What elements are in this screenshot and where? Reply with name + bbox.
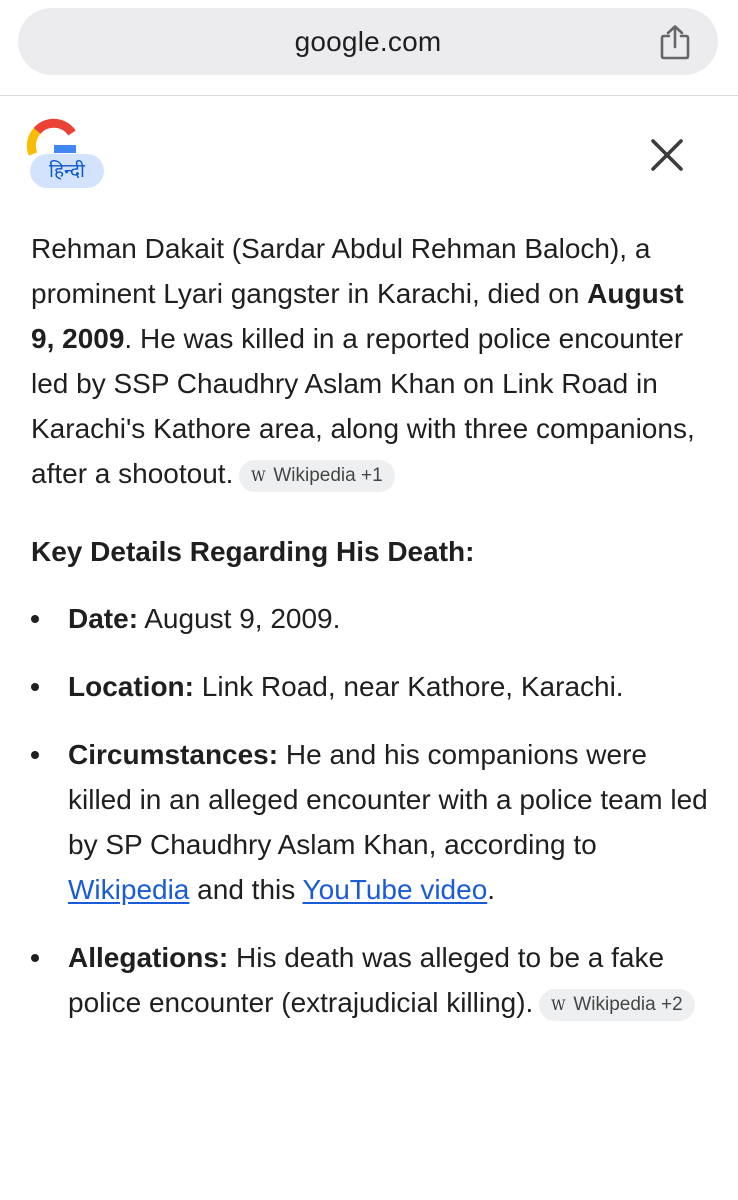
wikipedia-link[interactable]: Wikipedia	[68, 874, 190, 905]
language-badge-hindi[interactable]: हिन्दी	[30, 154, 104, 188]
list-item-location	[31, 664, 711, 709]
item-text-1: He and his companions were killed in an alleged encounter with a police team led by SP Chaudhry Aslam Khan, according to	[68, 739, 708, 860]
wikipedia-icon: W	[251, 469, 266, 485]
key-details-list	[31, 596, 711, 1025]
key-details-heading: Key Details Regarding His Death:	[31, 536, 475, 567]
intro-paragraph	[31, 226, 711, 496]
bullet-icon	[31, 683, 39, 691]
source-chip-label: Wikipedia +1	[273, 465, 383, 486]
ai-overview-content	[31, 226, 711, 1025]
bullet-icon	[31, 954, 39, 962]
item-label: Allegations:	[68, 942, 229, 973]
item-label: Date:	[68, 603, 139, 634]
intro-text-1: Rehman Dakait (Sardar Abdul Rehman Baloch), a prominent Lyari gangster in Karachi, died on	[31, 233, 651, 309]
item-text: August 9, 2009.	[138, 603, 341, 634]
item-text-3: .	[487, 874, 496, 905]
google-logo	[26, 118, 106, 196]
source-chip-wikipedia-1[interactable]	[239, 460, 394, 492]
list-item-allegations	[31, 935, 711, 1025]
header-divider	[0, 95, 738, 96]
source-chip-label: Wikipedia +2	[573, 994, 683, 1015]
address-bar[interactable]	[18, 8, 718, 75]
youtube-video-link[interactable]: YouTube video	[302, 874, 488, 905]
share-icon[interactable]	[658, 24, 692, 60]
list-item-circumstances	[31, 732, 711, 912]
item-text: His death was alleged to be a fake police encounter (extrajudicial killing).	[68, 942, 665, 1018]
wikipedia-icon: W	[551, 998, 566, 1014]
item-label: Circumstances:	[68, 739, 279, 770]
close-icon[interactable]	[646, 134, 688, 176]
item-text-2: and this	[189, 874, 303, 905]
death-date-bold: August 9, 2009	[31, 278, 684, 354]
intro-text-2: . He was killed in a reported police encounter led by SSP Chaudhry Aslam Khan on Link Road in Karachi's Kathore area, along with three companions, after a shootout.	[31, 323, 695, 489]
source-chip-wikipedia-2[interactable]	[539, 989, 694, 1021]
bullet-icon	[31, 751, 39, 759]
bullet-icon	[31, 615, 39, 623]
item-label: Location:	[68, 671, 194, 702]
list-item-date	[31, 596, 711, 641]
item-text: Link Road, near Kathore, Karachi.	[194, 671, 624, 702]
url-text[interactable]: google.com	[294, 26, 442, 57]
